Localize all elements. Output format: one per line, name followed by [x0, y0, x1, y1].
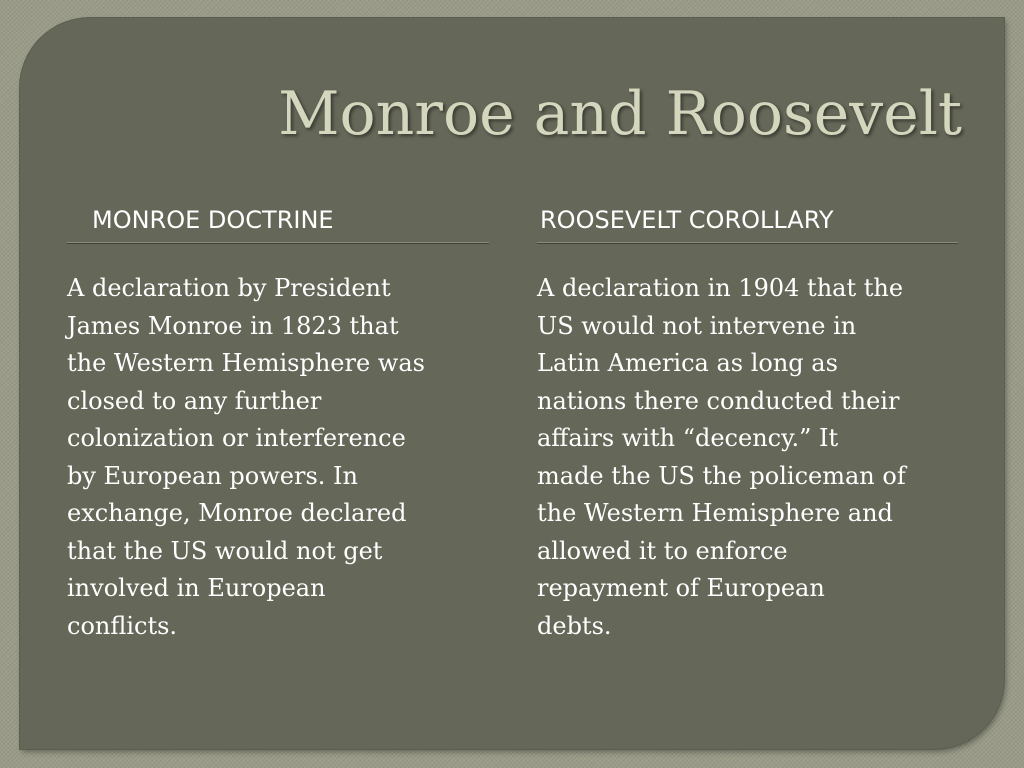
roosevelt-corollary-heading: ROOSEVELT COROLLARY	[540, 206, 834, 234]
monroe-doctrine-heading: MONROE DOCTRINE	[92, 206, 334, 234]
monroe-heading-divider	[67, 242, 489, 243]
roosevelt-heading-divider	[537, 242, 958, 243]
roosevelt-corollary-text: A declaration in 1904 that the US would not intervene in Latin America as long as nations there conducted their affairs with “decency.” It made the US the policeman of the Western Hemisphere and allowed it to enforce repayment of European debts.	[537, 274, 906, 640]
monroe-doctrine-text: A declaration by President James Monroe in 1823 that the Western Hemisphere was closed to any further colonization or interference by European powers. In exchange, Monroe declared that the US would not get involved in European conflicts.	[67, 274, 425, 640]
slide-title: Monroe and Roosevelt	[278, 79, 962, 149]
